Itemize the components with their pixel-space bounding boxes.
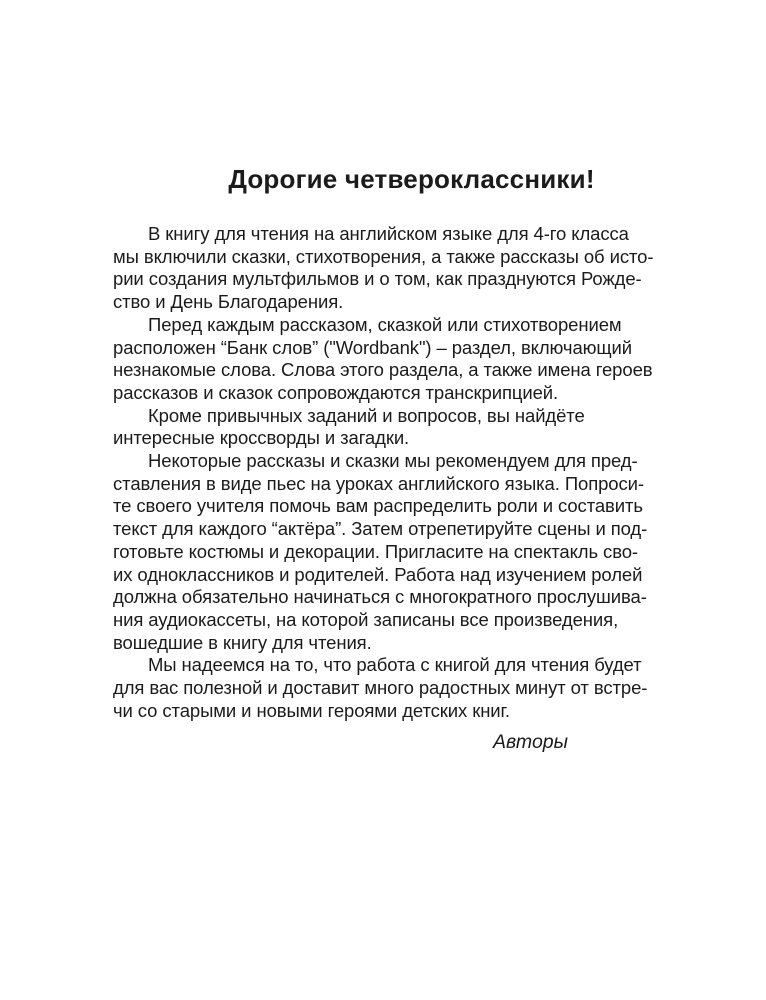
preface-content xyxy=(113,164,720,754)
paragraph-plays: Некоторые рассказы и сказки мы рекомендуем для пред- ставления в виде пьес на уроках английского языка. Попроси- те своего учителя помочь вам распределить роли и составить текст для каждого “актёра”. Затем отрепетируйте сцены и под- готовьте костюмы и декорации. Пригласите на спектакль сво- их одноклассников и родителей. Работа над изучением ролей должна обязательно начинаться с многократного прослушива- ния аудиокассеты, на которой записаны все произведения, вошедшие в книгу для чтения. xyxy=(113,450,648,653)
signature-authors: Авторы xyxy=(492,731,568,754)
preface-body xyxy=(113,223,720,754)
paragraph-closing: Мы надеемся на то, что работа с книгой для чтения будет для вас полезной и доставит много радостных минут от встре- чи со старыми и новыми героями детских книг. xyxy=(113,654,648,721)
paragraph-wordbank: Перед каждым рассказом, сказкой или стихотворением расположен “Банк слов” ("Wordbank") – раздел, включающий незнакомые слова. Слова этого раздела, а также имена героев рассказов и сказок сопровождаются транскрипцией. xyxy=(113,313,653,403)
paragraph-intro: В книгу для чтения на английском языке для 4-го класса мы включили сказки, стихотворения, а также рассказы об исто- рии создания мультфильмов и о том, как празднуются Рожде- ство и День Благодарения. xyxy=(113,223,654,313)
paragraph-crosswords: Кроме привычных заданий и вопросов, вы найдёте интересные кроссворды и загадки. xyxy=(113,404,585,449)
page-title: Дорогие четвероклассники! xyxy=(228,164,595,194)
